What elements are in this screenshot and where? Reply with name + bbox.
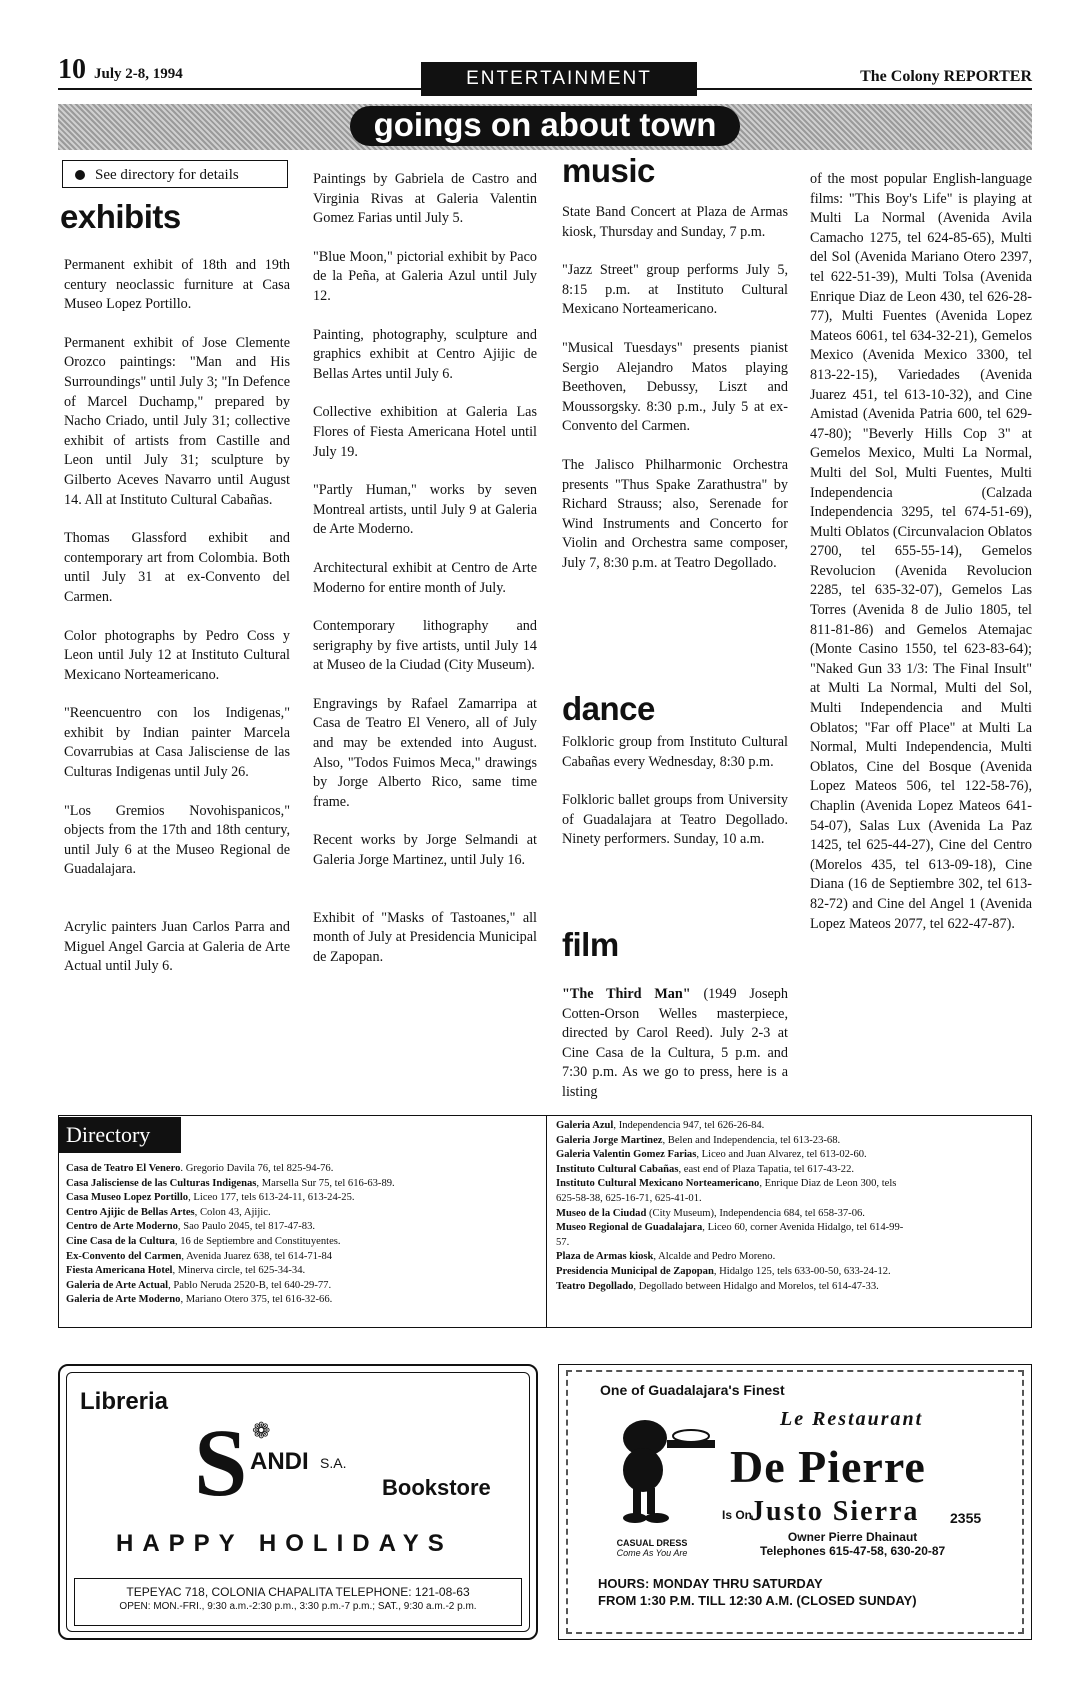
directory-entry bbox=[66, 1162, 395, 1177]
issue-date: July 2-8, 1994 bbox=[94, 66, 183, 82]
list-item: "Reencuentro con los Indigenas," exhibit by Indian painter Marcela Covarrubias at Casa Jalisciense de las Culturas Indigenas until July 26. bbox=[64, 705, 290, 781]
directory-entry bbox=[66, 1220, 395, 1235]
directory-entry bbox=[556, 1134, 903, 1149]
flower-icon: ❁ bbox=[252, 1418, 271, 1443]
directory-entry bbox=[66, 1293, 395, 1308]
directory-entry-info: , Degollado between Hidalgo and Morelos, tel 614-47-33. bbox=[633, 1280, 879, 1292]
film-title: "The Third Man" bbox=[562, 986, 691, 1002]
list-item: Permanent exhibit of Jose Clemente Orozco paintings: "Man and His Surroundings" until July 3; "In Defence of Marcel Duchamp," prepared by Nacho Criado, until July 31; collective exhibit of artists from Castille and Leon until July 31; sculpture by Gilberto Aceves Navarro until August 14. All at Instituto Cultural Cabañas. bbox=[64, 334, 290, 508]
column-film-listing bbox=[810, 170, 1032, 953]
directory-entry bbox=[66, 1264, 395, 1279]
directory-entry-name: Instituto Cultural Mexicano Norteamericano bbox=[556, 1178, 760, 1190]
see-directory-note bbox=[62, 160, 288, 188]
list-item: Folkloric group from Instituto Cultural Cabañas every Wednesday, 8:30 p.m. bbox=[562, 734, 788, 770]
directory-entry-info: , Avenida Juarez 638, tel 614-71-84 bbox=[181, 1250, 333, 1262]
directory-entry-name: Museo de la Ciudad bbox=[556, 1207, 647, 1219]
film-details: (1949 Joseph Cotten-Orson Welles masterpiece, directed by Carol Reed). July 2-3 at Cine Casa de la Cultura, 5 p.m. and 7:30 p.m. bbox=[562, 986, 788, 1081]
directory-entry-info: , Mariano Otero 375, tel 616-32-66. bbox=[180, 1294, 333, 1306]
ad-bookstore-label: Bookstore bbox=[382, 1475, 491, 1500]
directory-entry-info: , 16 de Septiembre and Constituyentes. bbox=[174, 1235, 341, 1247]
directory-entry-name: Casa Jalisciense de las Culturas Indigenas bbox=[66, 1177, 257, 1189]
directory-entry-name: Cine Casa de la Cultura bbox=[66, 1235, 175, 1247]
directory-entry-info: (City Museum), Independencia 684, tel 658-37-06. bbox=[646, 1207, 865, 1219]
film-item bbox=[562, 985, 788, 1103]
ad-street: Justo Sierra bbox=[750, 1496, 920, 1527]
list-item: Contemporary lithography and serigraphy by five artists, until July 14 at Museo de la Ciudad (City Museum). bbox=[313, 618, 537, 674]
bullet-icon bbox=[75, 170, 85, 180]
column-exhibits-1 bbox=[64, 256, 290, 996]
directory-entry-name: Plaza de Armas kiosk bbox=[556, 1251, 654, 1263]
ad-libreria-address: TEPEYAC 718, COLONIA CHAPALITA TELEPHONE: 121-08-63 bbox=[126, 1585, 470, 1599]
directory-entry bbox=[556, 1192, 903, 1207]
film-listing: of the most popular English-language films: "This Boy's Life" is playing at Multi La Normal (Avenida Avila Camacho 1275, tel 624-85-65), Multi del Sol (Avenida Mariano Otero 2397, tel 622-51-39), Multi Tolsa (Avenida Enrique Diaz de Leon 430, tel 626-28-77), Multi Fuentes (Avenida Lopez Mateos 6061, tel 634-32-21), Gemelos Mexico (Avenida Mexico 3300, tel 813-22-15), Variedades (Avenida Juarez 451, tel 613-10-32), and Cine Amistad (Avenida Patria 600, tel 629-47-80); "Beverly Hills Cop 3" at Gemelos Mexico, Multi La Normal, Multi del Sol, Multi Fuentes, Multi Independencia (Calzada Independencia 3295, tel 674-51-69), Multi Oblatos (Circunvalacion Oblatos 2700, tel 655-55-14), Gemelos Revolucion (Avenida Revolucion 2285, tel 635-32-07), Gemelos Las Torres (Avenida 8 de Julio 1805, tel 811-81-86) and Gemelos Atemajac (Monte Casino 1550, tel 623-83-64); "Naked Gun 33 1/3: The Final Insult" at Multi La Normal, Multi del Sol, Multi Independencia and Multi Oblatos; "Far off Place" at Multi La Normal, Multi Independencia, Multi Oblatos, Cine del Bosque (Avenida Lopez Mateos 506, tel 122-58-76), Chaplin (Avenida Lopez Mateos 641-54-07), Salas Lux (Avenida La Paz 1425, tel 625-44-27), Cine del Centro (Morelos 435, tel 613-09-18), Cine Diana (16 de Septiembre 302, tel 613-82-72) and Cine del Angel 1 (Avenida Lopez Mateos 2077, tel 622-47-87). bbox=[810, 171, 1032, 932]
sandi-logo-andi: ANDI bbox=[250, 1448, 309, 1475]
directory-entry-info: , east end of Plaza Tapatia, tel 617-43-22. bbox=[678, 1163, 855, 1175]
ad-owner-block bbox=[760, 1530, 945, 1558]
directory-entry bbox=[556, 1236, 903, 1251]
list-item: "Jazz Street" group performs July 5, 8:15 p.m. at Instituto Cultural Mexicano Norteamericano. bbox=[562, 262, 788, 318]
list-item: Thomas Glassford exhibit and contemporary art from Colombia. Both until July 31 at ex-Convento del Carmen. bbox=[64, 530, 290, 605]
list-item: Architectural exhibit at Centro de Arte Moderno for entire month of July. bbox=[313, 559, 537, 596]
directory-entry bbox=[556, 1265, 903, 1280]
directory-entry-info: 625-58-38, 625-16-71, 625-41-01. bbox=[556, 1192, 702, 1204]
directory-entry-name: Museo Regional de Guadalajara bbox=[556, 1222, 703, 1234]
ad-hours-block bbox=[598, 1575, 917, 1609]
list-item: Paintings by Gabriela de Castro and Virginia Rivas at Galeria Valentin Gomez Farias until July 5. bbox=[313, 171, 537, 227]
directory-entry-name: Galeria de Arte Moderno bbox=[66, 1294, 181, 1306]
ad-hours-days: HOURS: MONDAY THRU SATURDAY bbox=[598, 1576, 823, 1591]
ad-dress-code bbox=[612, 1538, 692, 1558]
directory-entry-info: , Marsella Sur 75, tel 616-63-89. bbox=[256, 1177, 395, 1189]
directory-divider bbox=[546, 1115, 547, 1328]
heading-exhibits: exhibits bbox=[60, 198, 181, 235]
chef-waiter-icon bbox=[605, 1408, 720, 1528]
ad-restaurant-name: De Pierre bbox=[730, 1441, 926, 1492]
ad-tagline: One of Guadalajara's Finest bbox=[600, 1382, 785, 1398]
directory-entry-name: Instituto Cultural Cabañas bbox=[556, 1163, 679, 1175]
ad-happy-holidays: HAPPY HOLIDAYS bbox=[116, 1530, 453, 1557]
ad-owner: Owner Pierre Dhainaut bbox=[787, 1530, 918, 1544]
ad-hours-times: FROM 1:30 P.M. TILL 12:30 A.M. (CLOSED SUNDAY) bbox=[598, 1593, 917, 1608]
directory-entry bbox=[556, 1177, 903, 1192]
list-item: Folkloric ballet groups from University of Guadalajara at Teatro Degollado. Ninety performers. Sunday, 10 a.m. bbox=[562, 792, 788, 848]
list-item: Color photographs by Pedro Coss y Leon until July 12 at Instituto Cultural Mexicano Norteamericano. bbox=[64, 627, 290, 683]
directory-entry bbox=[556, 1207, 903, 1222]
directory-entry bbox=[66, 1206, 395, 1221]
heading-music: music bbox=[562, 152, 655, 189]
directory-entry bbox=[66, 1279, 395, 1294]
ad-street-number: 2355 bbox=[950, 1510, 982, 1526]
list-item: "Partly Human," works by seven Montreal artists, until July 9 at Galeria de Arte Moderno. bbox=[313, 482, 537, 538]
directory-entry-info: , Enrique Diaz de Leon 300, tels bbox=[759, 1178, 897, 1190]
directory-title: Directory bbox=[58, 1117, 181, 1153]
ad-libreria-hours: OPEN: MON.-FRI., 9:30 a.m.-2:30 p.m., 3:30 p.m.-7 p.m.; SAT., 9:30 a.m.-2 p.m. bbox=[119, 1601, 477, 1612]
see-directory-text: See directory for details bbox=[95, 167, 239, 183]
directory-entry bbox=[66, 1191, 395, 1206]
sandi-logo-s: S bbox=[194, 1409, 248, 1516]
directory-entry-name: Galeria de Arte Actual bbox=[66, 1279, 169, 1291]
directory-entry-info: , Minerva circle, tel 625-34-34. bbox=[172, 1265, 306, 1277]
list-item: Acrylic painters Juan Carlos Parra and Miguel Angel Garcia at Galeria de Arte Actual until July 6. bbox=[64, 919, 290, 975]
directory-entry-info: , Hidalgo 125, tels 633-00-50, 633-24-12. bbox=[713, 1265, 891, 1277]
ad-libreria-footer bbox=[74, 1578, 522, 1626]
ad-dress-title: CASUAL DRESS bbox=[616, 1538, 688, 1548]
directory-entry-name: Casa de Teatro El Venero bbox=[66, 1163, 181, 1174]
directory-entry-info: . Gregorio Davila 76, tel 825-94-76. bbox=[180, 1163, 334, 1174]
list-item: Exhibit of "Masks of Tastoanes," all month of July at Presidencia Municipal de Zapopan. bbox=[313, 909, 537, 965]
list-item: Collective exhibition at Galeria Las Flores of Fiesta Americana Hotel until July 19. bbox=[313, 404, 537, 460]
directory-entry bbox=[556, 1221, 903, 1236]
directory-entry-name: Galeria Azul bbox=[556, 1120, 614, 1131]
directory-entry-info: , Pablo Neruda 2520-B, tel 640-29-77. bbox=[168, 1279, 332, 1291]
ad-dress-sub: Come As You Are bbox=[616, 1548, 688, 1558]
list-item: "Musical Tuesdays" presents pianist Sergio Alejandro Matos playing Beethoven, Debussy, Liszt and Moussorgsky. 8:30 p.m., July 5 at ex-Convento del Carmen. bbox=[562, 339, 788, 435]
list-item: Recent works by Jorge Selmandi at Galeria Jorge Martinez, until July 16. bbox=[313, 832, 537, 869]
ad-phones: Telephones 615-47-58, 630-20-87 bbox=[760, 1544, 946, 1558]
film-listing-start: As we go to press, here is a listing bbox=[562, 1064, 788, 1100]
directory-entry bbox=[556, 1280, 903, 1295]
directory-entry bbox=[556, 1119, 903, 1134]
list-item: Painting, photography, sculpture and graphics exhibit at Centro Ajijic de Bellas Artes until July 6. bbox=[313, 326, 537, 382]
directory-entry-info: , Belen and Independencia, tel 613-23-68. bbox=[662, 1134, 841, 1146]
list-item: "Blue Moon," pictorial exhibit by Paco de la Peña, at Galeria Azul until July 12. bbox=[313, 248, 537, 304]
list-item: Permanent exhibit of 18th and 19th century neoclassic furniture at Casa Museo Lopez Portillo. bbox=[64, 257, 290, 313]
directory-entry-info: 57. bbox=[556, 1236, 570, 1248]
heading-dance: dance bbox=[562, 690, 655, 727]
directory-entry-info: , Liceo 60, corner Avenida Hidalgo, tel 614-99- bbox=[702, 1222, 904, 1234]
directory-entry bbox=[556, 1163, 903, 1178]
directory-entry-name: Galeria Valentin Gomez Farias bbox=[556, 1149, 697, 1161]
column-music bbox=[562, 203, 788, 593]
directory-entry-info: , Colon 43, Ajijic. bbox=[194, 1206, 271, 1218]
list-item: "Los Gremios Novohispanicos," objects from the 17th and 18th century, until July 6 at the Museo Regional de Guadalajara. bbox=[64, 802, 290, 878]
directory-entry-info: , Sao Paulo 2045, tel 817-47-83. bbox=[177, 1221, 316, 1233]
directory-entry-info: , Liceo and Juan Alvarez, tel 613-02-60. bbox=[696, 1149, 867, 1161]
ad-is-on: Is On bbox=[722, 1508, 753, 1522]
directory-entry-name: Ex-Convento del Carmen bbox=[66, 1250, 182, 1262]
ad-libreria-label: Libreria bbox=[80, 1388, 169, 1415]
directory-entry-name: Teatro Degollado bbox=[556, 1280, 634, 1292]
directory-right-list bbox=[556, 1119, 903, 1294]
directory-entry-info: , Alcalde and Pedro Moreno. bbox=[653, 1251, 776, 1263]
directory-entry-name: Presidencia Municipal de Zapopan bbox=[556, 1265, 714, 1277]
banner-title: goings on about town bbox=[350, 106, 740, 146]
section-label: ENTERTAINMENT bbox=[421, 62, 697, 96]
directory-entry-name: Centro de Arte Moderno bbox=[66, 1221, 178, 1233]
list-item: The Jalisco Philharmonic Orchestra presents "Thus Spake Zarathustra" by Richard Strauss; also, Serenade for Wind Instruments and Concerto for Violin and Orchestra same composer, July 7, 8:30 p.m. at Teatro Degollado. bbox=[562, 456, 788, 571]
list-item: State Band Concert at Plaza de Armas kiosk, Thursday and Sunday, 7 p.m. bbox=[562, 204, 788, 240]
directory-left-list bbox=[66, 1162, 395, 1308]
column-film bbox=[562, 985, 788, 1103]
directory-entry-name: Centro Ajijic de Bellas Artes bbox=[66, 1206, 195, 1218]
directory-entry-name: Fiesta Americana Hotel bbox=[66, 1265, 173, 1277]
paper-name: The Colony REPORTER bbox=[860, 68, 1032, 85]
directory-entry-name: Casa Museo Lopez Portillo bbox=[66, 1192, 189, 1204]
sandi-logo-sa: S.A. bbox=[320, 1455, 347, 1471]
ad-le-restaurant: Le Restaurant bbox=[780, 1408, 924, 1430]
directory-entry bbox=[66, 1177, 395, 1192]
directory-entry-info: , Liceo 177, tels 613-24-11, 613-24-25. bbox=[188, 1192, 355, 1204]
column-exhibits-2 bbox=[313, 170, 537, 986]
column-dance bbox=[562, 733, 788, 869]
directory-entry bbox=[556, 1250, 903, 1265]
directory-entry bbox=[66, 1250, 395, 1265]
directory-entry-info: , Independencia 947, tel 626-26-84. bbox=[613, 1120, 765, 1131]
directory-entry bbox=[556, 1148, 903, 1163]
directory-entry-name: Galeria Jorge Martinez bbox=[556, 1134, 663, 1146]
heading-film: film bbox=[562, 926, 619, 963]
directory-entry bbox=[66, 1235, 395, 1250]
page-number: 10 bbox=[58, 54, 86, 85]
list-item: Engravings by Rafael Zamarripa at Casa de Teatro El Venero, all of July and may be extended into August. Also, "Todos Fuimos Meca," drawings by Jorge Alberto Rico, same time frame. bbox=[313, 695, 537, 810]
